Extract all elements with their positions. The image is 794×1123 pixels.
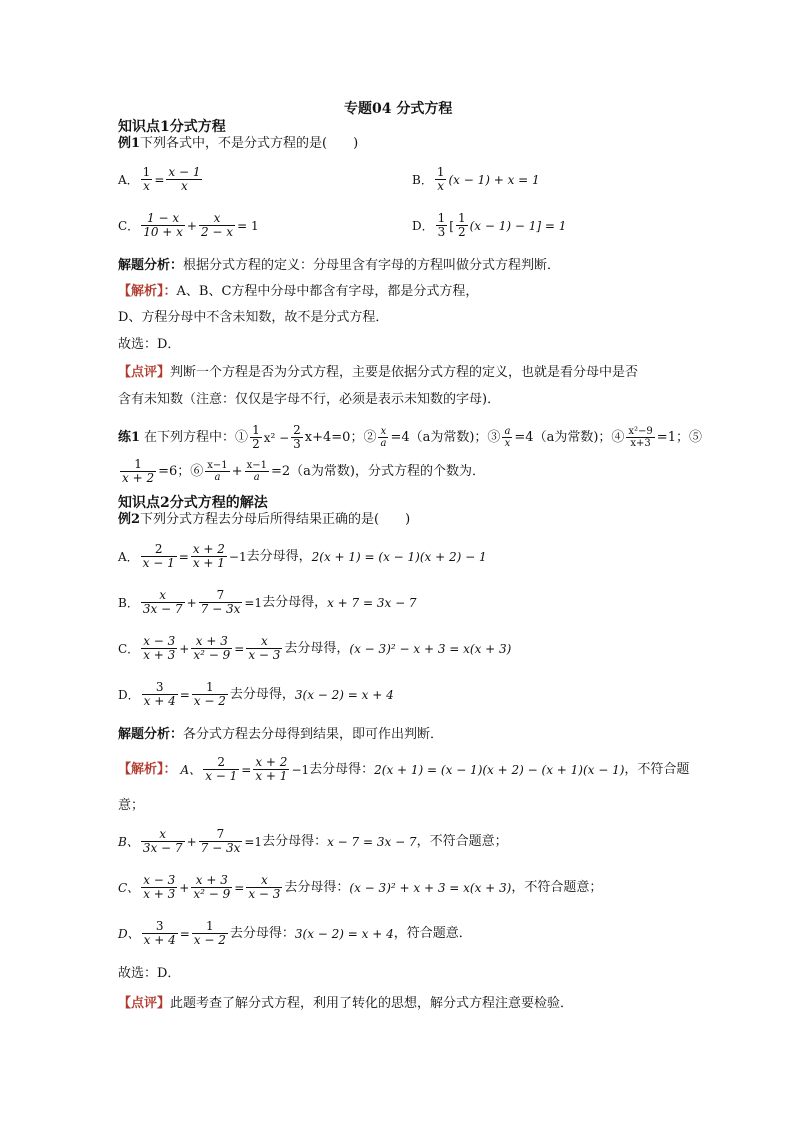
practice-1-line-2: $\frac{1}{x + 2}$ =6；⑥ $\frac{x-1}{a}$ + $\frac{x-1}{a}$ =2（a为常数)，分式方程的个数为． (122, 457, 485, 485)
knowledge-point-1: 知识点1分式方程 (118, 119, 226, 135)
ex1-solution-2: D、方程分母中不含未知数，故不是分式方程． (118, 310, 389, 325)
ex1-comment-2: 含有未知数（注意：仅仅是字母不行，必须是表示未知数的字母)． (118, 392, 501, 407)
ex1-option-c: C． $\frac{1 - x}{10 + x}$ + $\frac{x}{2 - x}$ = 1 (118, 211, 259, 239)
ex2-solution-c: C、 $\frac{x - 3}{x + 3}$ + $\frac{x + 3}{\text{x² − 9}}$ = $\frac{x}{x - 3}$ 去分母得： (x − 3)² + x + 3 = x(x + 3) ，不符合题意； (118, 873, 603, 901)
ex1-option-b: B． $\frac{1}{x}$ (x − 1) + x = 1 (412, 165, 540, 193)
ex2-solution-b: B、 $\frac{x}{3x - 7}$ + $\frac{7}{7 - 3x}$ =1 去分母得： x − 7 = 3x − 7 ，不符合题意； (118, 827, 508, 855)
knowledge-point-2: 知识点2分式方程的解法 (118, 495, 268, 511)
ex1-analysis: 解题分析：根据分式方程的定义：分母里含有字母的方程叫做分式方程判断． (118, 258, 561, 273)
ex1-solution-1: 【解析】：A、B、C方程中分母中都含有字母，都是分式方程， (118, 284, 479, 299)
ex1-comment-1: 【点评】判断一个方程是否为分式方程，主要是依据分式方程的定义，也就是看分母中是否 (118, 365, 639, 380)
ex1-answer: 故选：D． (118, 337, 181, 352)
ex2-option-a: A． $\frac{2}{x - 1}$ = $\frac{x + 2}{x + 1}$ −1 去分母得， 2(x + 1) = (x − 1)(x + 2) − 1 (118, 542, 487, 570)
example-2-question: 例2下列分式方程去分母后所得结果正确的是( ) (118, 512, 411, 527)
ex2-option-c: C． $\frac{x - 3}{x + 3}$ + $\frac{x + 3}{\text{x² − 9}}$ = $\frac{x}{x - 3}$ 去分母得， (x − 3)² − x + 3 = x(x + 3) (118, 634, 512, 662)
ex2-analysis: 解题分析：各分式方程去分母得到结果，即可作出判断． (118, 727, 444, 742)
page-title: 专题04 分式方程 (344, 101, 453, 117)
ex2-answer: 故选：D． (118, 966, 181, 981)
ex2-option-d: D． $\frac{3}{x + 4}$ = $\frac{1}{x - 2}$ 去分母得， 3(x − 2) = x + 4 (118, 680, 394, 708)
ex2-comment: 【点评】此题考查了解分式方程，利用了转化的思想，解分式方程注意要检验． (118, 996, 574, 1011)
ex1-option-d: D． $\frac{1}{3}$ [ $\frac{1}{2}$ (x − 1) − 1] = 1 (412, 211, 567, 239)
example-1-question: 例1下列各式中，不是分式方程的是( ) (118, 136, 359, 151)
ex2-solution-d: D、 $\frac{3}{x + 4}$ = $\frac{1}{x - 2}$ 去分母得： 3(x − 2) = x + 4 ，符合题意． (118, 919, 472, 947)
ex2-solution-a-cont: 意； (118, 798, 145, 813)
ex1-option-a: A． $\frac{1}{x}$ = $\frac{x - 1}{x}$ (118, 165, 201, 193)
ex2-solution-a: 【解析】： A、 $\frac{2}{x - 1}$ = $\frac{x + 2}{x + 1}$ −1 去分母得： 2(x + 1) = (x − 1)(x + 2) − (x + 1)(x − 1) ，不符合题 (118, 755, 690, 783)
ex2-option-b: B． $\frac{x}{3x - 7}$ + $\frac{7}{7 - 3x}$ =1 去分母得， x + 7 = 3x − 7 (118, 588, 417, 616)
practice-1-line-1: 练1 在下列方程中：① $\frac{1}{2}$ x² − $\frac{2}{3}$ x+4=0；② $\frac{x}{a}$ =4（a为常数)；③ $\frac{a}{x}$ =4（a为常数)；④ $\frac{\text{x²−9}}{x+3}$ =1；⑤ (118, 423, 702, 451)
